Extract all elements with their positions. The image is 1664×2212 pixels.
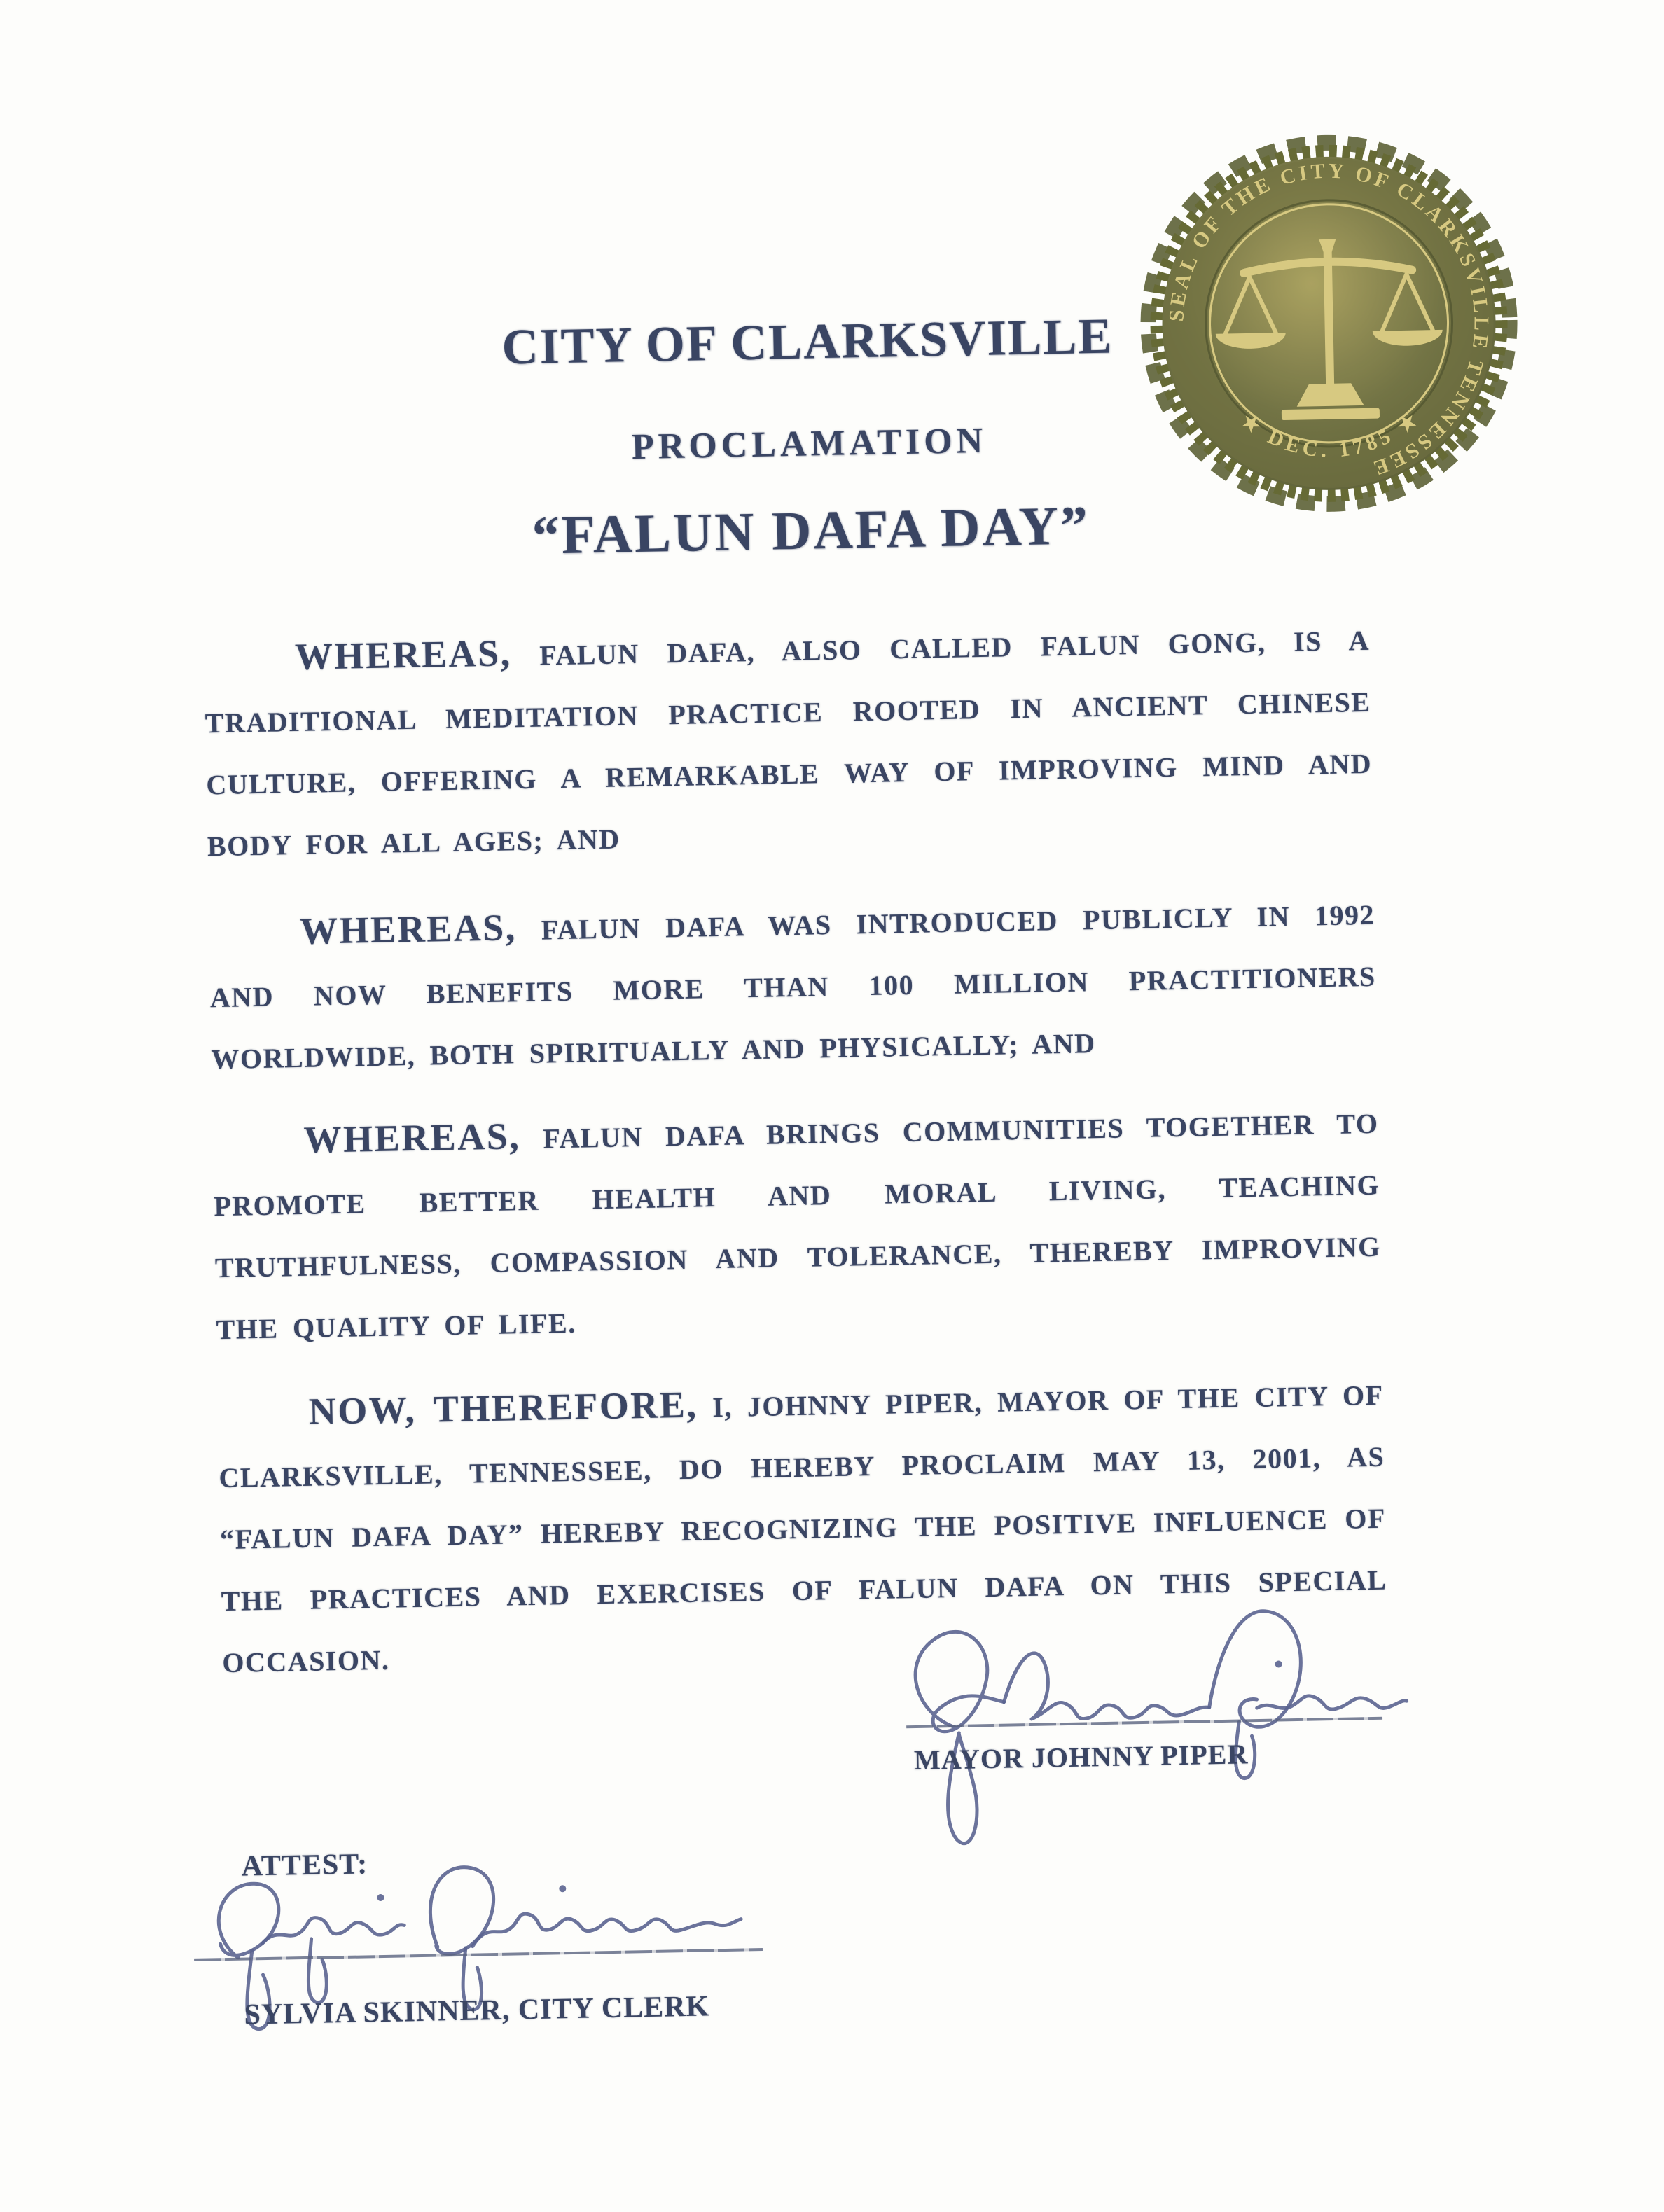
mayor-signature [873, 1600, 1416, 1862]
mayor-name-label: MAYOR JOHNNY PIPER [913, 1738, 1249, 1776]
attest-label: ATTEST: [241, 1848, 368, 1883]
whereas-text-1: FALUN DAFA, ALSO CALLED FALUN GONG, IS A TRADITIONAL MEDITATION PRACTICE ROOTED IN ANCIENT CHINESE CULTURE, OFFERING A REMARKABLE WAY OF IMPROVING MIND AND BODY FOR ALL AGES; AND [204, 624, 1373, 863]
whereas-text-3: FALUN DAFA BRINGS COMMUNITIES TOGETHER TO PROMOTE BETTER HEALTH AND MORAL LIVING, TEACHING TRUTHFULNESS, COMPASSION AND TOLERANCE, THEREBY IMPROVING THE QUALITY OF LIFE. [213, 1107, 1382, 1346]
whereas-lead-3: WHEREAS, [303, 1115, 521, 1161]
whereas-paragraph-3 [212, 1090, 1382, 1361]
proclamation-day-title: “FALUN DAFA DAY” [531, 494, 1090, 566]
document-subtitle: PROCLAMATION [631, 420, 987, 468]
clerk-name-label: SYLVIA SKINNER, CITY CLERK [244, 1990, 710, 2031]
seal-date-text: ★ DEC. 1785 ★ [1236, 405, 1425, 462]
whereas-text-2: FALUN DAFA WAS INTRODUCED PUBLICLY IN 1992 AND NOW BENEFITS MORE THAN 100 MILLION PRACTITIONERS WORLDWIDE, BOTH SPIRITUALLY AND PHYSICALLY; AND [209, 898, 1377, 1076]
whereas-paragraph-1 [203, 606, 1373, 877]
now-therefore-text: I, JOHNNY PIPER, MAYOR OF THE CITY OF CLARKSVILLE, TENNESSEE, DO HEREBY PROCLAIM MAY 13, 2001, AS “FALUN DAFA DAY” HEREBY RECOGNIZING THE POSITIVE INFLUENCE OF THE PRACTICES AND EXERCISES OF FALUN DAFA ON THIS SPECIAL OCCASION. [219, 1379, 1387, 1679]
whereas-lead-2: WHEREAS, [299, 906, 518, 952]
whereas-lead-1: WHEREAS, [294, 632, 513, 678]
document-title: CITY OF CLARKSVILLE [501, 307, 1114, 375]
now-therefore-lead: NOW, THEREFORE, [308, 1383, 698, 1433]
seal-ring-text: SEAL OF THE CITY OF CLARKSVILLE TENNESSEE [1165, 159, 1493, 481]
whereas-paragraph-2 [208, 881, 1378, 1090]
